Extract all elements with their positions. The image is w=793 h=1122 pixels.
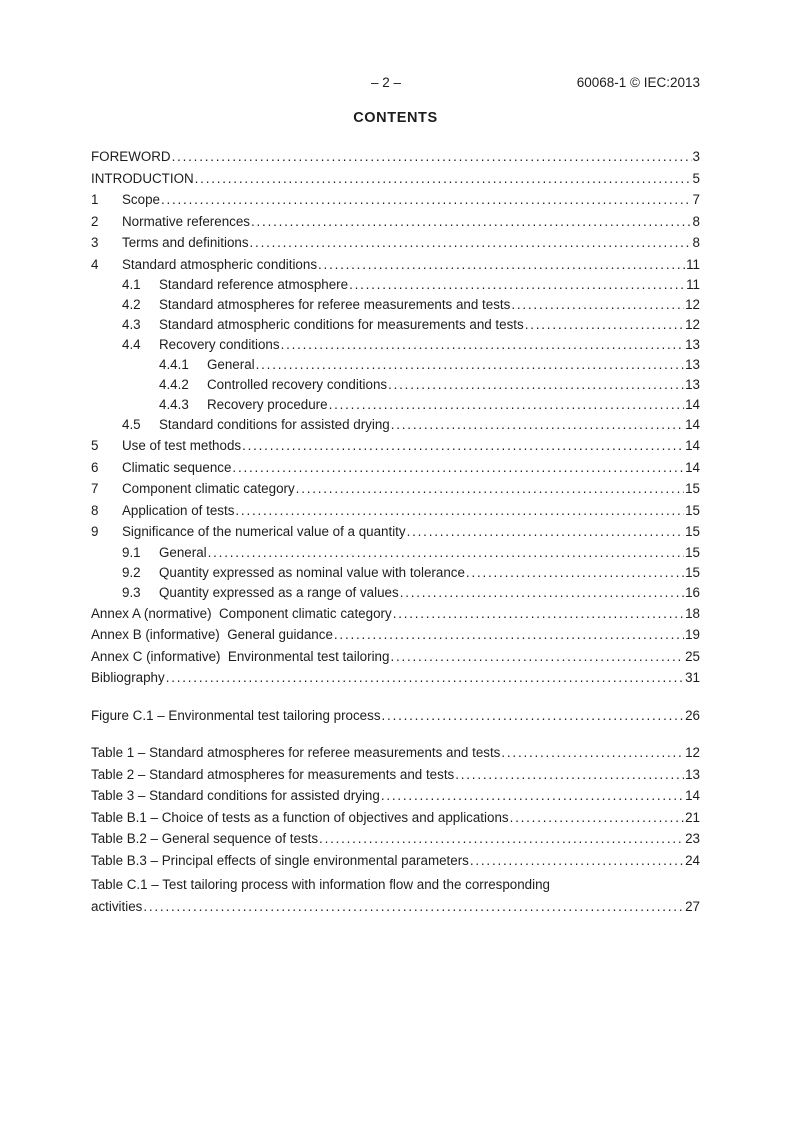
leader-dots — [208, 543, 684, 563]
toc-entry-page: 13 — [685, 357, 700, 372]
toc-entry — [91, 254, 700, 276]
toc-entry-text: Quantity expressed as a range of values — [159, 584, 399, 600]
toc-entry — [91, 335, 700, 355]
toc-entry-page: 21 — [685, 809, 700, 825]
leader-dots — [296, 478, 684, 500]
leader-dots — [172, 146, 692, 168]
toc-entry-text: Standard atmospheric conditions for measurements and tests — [159, 317, 524, 332]
toc-entry-page: 26 — [685, 708, 700, 723]
toc-entry-text: Component climatic category — [122, 481, 295, 496]
toc-entry-text-continued: activities — [91, 898, 143, 914]
toc-entry-number: 4.3 — [122, 317, 141, 332]
toc-entry — [91, 146, 700, 168]
toc-entry-number: 4.4.2 — [159, 377, 189, 392]
leader-dots — [232, 457, 684, 479]
toc-figure-list — [91, 705, 700, 727]
toc-entry-text: Standard reference atmosphere — [159, 277, 349, 292]
toc-entry-text: Table 3 – Standard conditions for assisted drying — [91, 788, 380, 803]
toc-entry-page: 14 — [685, 788, 700, 803]
header-page-marker: – 2 – — [370, 75, 402, 90]
toc-entry — [91, 355, 700, 375]
toc-entry-text: General — [207, 357, 255, 372]
leader-dots — [390, 646, 684, 668]
leader-dots — [466, 563, 684, 583]
toc-entry — [91, 764, 700, 786]
toc-entry-page: 12 — [685, 745, 700, 760]
toc-entry-text: Table B.2 – General sequence of tests — [91, 831, 319, 846]
toc-entry — [91, 742, 700, 764]
toc-entry-page: 15 — [685, 481, 700, 496]
leader-dots — [161, 189, 692, 211]
toc-entry — [91, 583, 700, 603]
leader-dots — [501, 742, 684, 764]
toc-entry-number: 2 — [91, 213, 99, 229]
toc-entry-page: 15 — [685, 564, 700, 580]
toc-entry-text: Table C.1 – Test tailoring process with information flow and the corresponding — [91, 877, 550, 892]
toc-entry — [91, 478, 700, 500]
toc-entry — [91, 828, 700, 850]
toc-entry — [91, 646, 700, 668]
toc-entry — [91, 871, 700, 914]
toc-entry-number: 9.2 — [122, 564, 141, 580]
toc-entry-text: General — [159, 544, 207, 560]
toc-entry — [91, 603, 700, 625]
toc-entry-page: 19 — [685, 627, 700, 642]
leader-dots — [319, 828, 684, 850]
leader-dots — [511, 295, 684, 315]
toc-entry-text: Use of test methods — [122, 438, 242, 453]
toc-entry-text: Figure C.1 – Environmental test tailoring process — [91, 708, 381, 723]
toc-entry-line1 — [91, 874, 700, 896]
toc-entry-text: Climatic sequence — [122, 459, 232, 475]
leader-dots — [251, 211, 692, 233]
toc-entry-number: 4.2 — [122, 297, 141, 312]
toc-entry-page: 23 — [685, 831, 700, 846]
toc-entry — [91, 807, 700, 829]
toc-entry — [91, 850, 700, 872]
leader-dots — [407, 521, 684, 543]
toc-entry — [91, 211, 700, 233]
leader-dots — [256, 355, 684, 375]
leader-dots — [329, 395, 685, 415]
leader-dots — [242, 435, 684, 457]
toc-entry — [91, 232, 700, 254]
toc-entry-page: 27 — [685, 898, 700, 914]
toc-section-list — [91, 146, 700, 689]
toc-entry — [91, 395, 700, 415]
toc-entry — [91, 563, 700, 583]
toc-entry — [91, 521, 700, 543]
toc-entry-page: 3 — [692, 149, 700, 164]
toc-entry-text: Standard atmospheres for referee measurements and tests — [159, 297, 511, 312]
toc-entry — [91, 295, 700, 315]
toc-entry-number: 9.3 — [122, 584, 141, 600]
leader-dots — [281, 335, 685, 355]
leader-dots — [143, 896, 684, 918]
toc-entry-page: 8 — [692, 213, 700, 229]
toc-entry-page: 13 — [685, 337, 700, 352]
leader-dots — [349, 275, 685, 295]
toc-entry-text: Annex C (informative) Environmental test tailoring — [91, 648, 390, 664]
toc-entry-page: 5 — [692, 170, 700, 186]
toc-entry — [91, 168, 700, 190]
toc-entry-page: 15 — [685, 502, 700, 518]
leader-dots — [393, 603, 684, 625]
toc-entry-number: 4.1 — [122, 277, 141, 292]
toc-entry-number: 4.4.3 — [159, 397, 189, 412]
leader-dots — [400, 583, 684, 603]
toc-entry-page: 14 — [685, 397, 700, 412]
toc-entry-text: Annex A (normative) Component climatic category — [91, 605, 392, 621]
toc-entry-page: 25 — [685, 648, 700, 664]
toc-entry-number: 8 — [91, 502, 99, 518]
toc-table-list — [91, 742, 700, 914]
toc-entry-text: Table 1 – Standard atmospheres for referee measurements and tests — [91, 745, 501, 760]
toc-entry-page: 7 — [692, 192, 700, 207]
leader-dots — [470, 850, 684, 872]
toc-entry-text: Standard atmospheric conditions — [122, 256, 318, 272]
toc-entry-page: 8 — [692, 235, 700, 250]
toc-entry — [91, 375, 700, 395]
toc-entry-number: 4 — [91, 256, 99, 272]
toc-entry — [91, 435, 700, 457]
toc-entry-number: 4.4 — [122, 337, 141, 352]
leader-dots — [195, 168, 692, 190]
toc-entry — [91, 624, 700, 646]
toc-entry-text: INTRODUCTION — [91, 170, 194, 186]
leader-dots — [510, 807, 685, 829]
toc-entry-page: 18 — [685, 605, 700, 621]
toc-entry — [91, 543, 700, 563]
toc-entry — [91, 415, 700, 435]
leader-dots — [382, 705, 685, 727]
toc-entry-page: 11 — [686, 277, 700, 292]
toc-entry-page: 15 — [685, 524, 700, 539]
toc-entry — [91, 189, 700, 211]
toc-entry — [91, 705, 700, 727]
toc-entry-text: Application of tests — [122, 502, 235, 518]
leader-dots — [318, 254, 685, 276]
toc-entry-text: Quantity expressed as nominal value with tolerance — [159, 564, 465, 580]
toc-entry-text: Recovery conditions — [159, 337, 280, 352]
toc-entry-text: Significance of the numerical value of a quantity — [122, 524, 406, 539]
toc-entry-page: 14 — [685, 417, 700, 432]
toc-entry — [91, 457, 700, 479]
toc-entry-page: 12 — [685, 297, 700, 312]
toc-entry-page: 12 — [685, 317, 700, 332]
toc-entry-page: 13 — [685, 766, 700, 782]
leader-dots — [525, 315, 684, 335]
toc-entry-number: 9 — [91, 524, 99, 539]
toc-entry — [91, 785, 700, 807]
toc-entry-text: Terms and definitions — [122, 235, 249, 250]
toc-entry-page: 14 — [685, 438, 700, 453]
toc-entry-number: 3 — [91, 235, 99, 250]
toc-entry-number: 4.4.1 — [159, 357, 189, 372]
toc-entry-text: Normative references — [122, 213, 251, 229]
toc-entry-text: Recovery procedure — [207, 397, 328, 412]
header-doc-reference: 60068-1 © IEC:2013 — [576, 75, 700, 90]
toc-entry-text: Table 2 – Standard atmospheres for measurements and tests — [91, 766, 455, 782]
toc-entry-text: Controlled recovery conditions — [207, 377, 388, 392]
toc-entry-number: 4.5 — [122, 417, 141, 432]
toc-entry — [91, 500, 700, 522]
toc-entry — [91, 667, 700, 689]
toc-entry-number: 1 — [91, 192, 99, 207]
toc-entry-text: Table B.1 – Choice of tests as a function of objectives and applications — [91, 809, 509, 825]
toc-entry-page: 11 — [686, 256, 700, 272]
toc-entry-text: Annex B (informative) General guidance — [91, 627, 333, 642]
toc-entry-page: 15 — [685, 544, 700, 560]
toc-entry-page: 31 — [685, 670, 700, 685]
leader-dots — [455, 764, 684, 786]
toc-entry-number: 6 — [91, 459, 99, 475]
toc-entry-page: 14 — [685, 459, 700, 475]
toc-entry-text: Standard conditions for assisted drying — [159, 417, 390, 432]
toc-entry-number: 7 — [91, 481, 99, 496]
toc-entry-page: 13 — [685, 377, 700, 392]
toc-entry-text: Table B.3 – Principal effects of single environmental parameters — [91, 852, 469, 868]
toc-entry-number: 5 — [91, 438, 99, 453]
leader-dots — [235, 500, 684, 522]
toc-entry-number: 9.1 — [122, 544, 141, 560]
contents-title: CONTENTS — [353, 110, 438, 126]
toc-entry-text: Bibliography — [91, 670, 165, 685]
toc-entry — [91, 275, 700, 295]
leader-dots — [388, 375, 684, 395]
toc-entry-text: FOREWORD — [91, 149, 171, 164]
leader-dots — [391, 415, 684, 435]
leader-dots — [381, 785, 684, 807]
leader-dots — [334, 624, 684, 646]
toc-entry — [91, 315, 700, 335]
leader-dots — [250, 232, 692, 254]
toc-entry-line2 — [91, 896, 700, 918]
toc-entry-page: 16 — [685, 584, 700, 600]
toc-entry-text: Scope — [122, 192, 160, 207]
toc-entry-page: 24 — [685, 852, 700, 868]
leader-dots — [166, 667, 684, 689]
